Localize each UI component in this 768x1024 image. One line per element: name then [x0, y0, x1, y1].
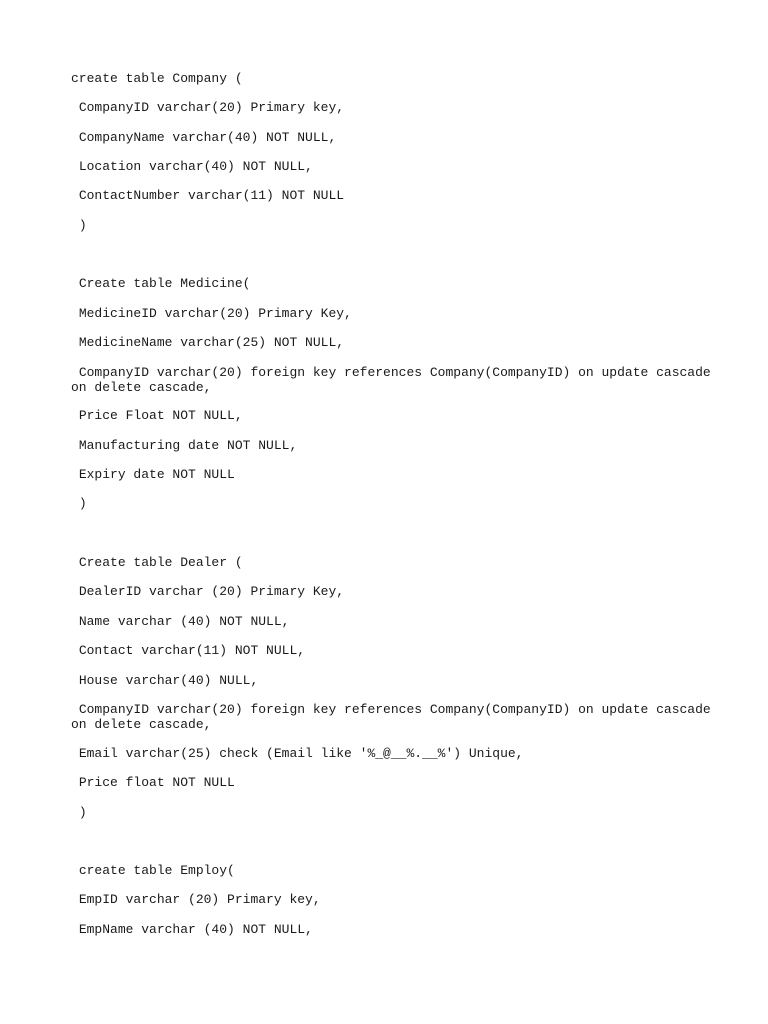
sql-line: )	[71, 805, 87, 820]
sql-line: CompanyID varchar(20) foreign key references Company(CompanyID) on update cascade on delete cascade,	[71, 702, 719, 732]
sql-line: Price Float NOT NULL,	[71, 408, 243, 423]
sql-line: Create table Medicine(	[71, 276, 251, 291]
sql-line: )	[71, 496, 87, 511]
sql-line: CompanyID varchar(20) Primary key,	[71, 100, 345, 115]
sql-line: CompanyName varchar(40) NOT NULL,	[71, 130, 337, 145]
sql-line: EmpID varchar (20) Primary key,	[71, 892, 321, 907]
sql-line: DealerID varchar (20) Primary Key,	[71, 584, 345, 599]
sql-line: Location varchar(40) NOT NULL,	[71, 159, 313, 174]
sql-line: create table Company (	[71, 71, 243, 86]
sql-line: Price float NOT NULL	[71, 775, 235, 790]
sql-line: ContactNumber varchar(11) NOT NULL	[71, 188, 345, 203]
sql-line: Expiry date NOT NULL	[71, 467, 235, 482]
sql-line: Manufacturing date NOT NULL,	[71, 438, 298, 453]
sql-line: create table Employ(	[71, 863, 235, 878]
sql-line: MedicineID varchar(20) Primary Key,	[71, 306, 352, 321]
sql-line: EmpName varchar (40) NOT NULL,	[71, 922, 313, 937]
sql-line: Name varchar (40) NOT NULL,	[71, 614, 290, 629]
sql-line: )	[71, 218, 87, 233]
sql-line: Email varchar(25) check (Email like '%_@__%.__%') Unique,	[71, 746, 524, 761]
sql-line: House varchar(40) NULL,	[71, 673, 259, 688]
sql-line: Create table Dealer (	[71, 555, 243, 570]
sql-line: MedicineName varchar(25) NOT NULL,	[71, 335, 345, 350]
sql-line: CompanyID varchar(20) foreign key references Company(CompanyID) on update cascade on delete cascade,	[71, 365, 719, 395]
sql-line: Contact varchar(11) NOT NULL,	[71, 643, 306, 658]
